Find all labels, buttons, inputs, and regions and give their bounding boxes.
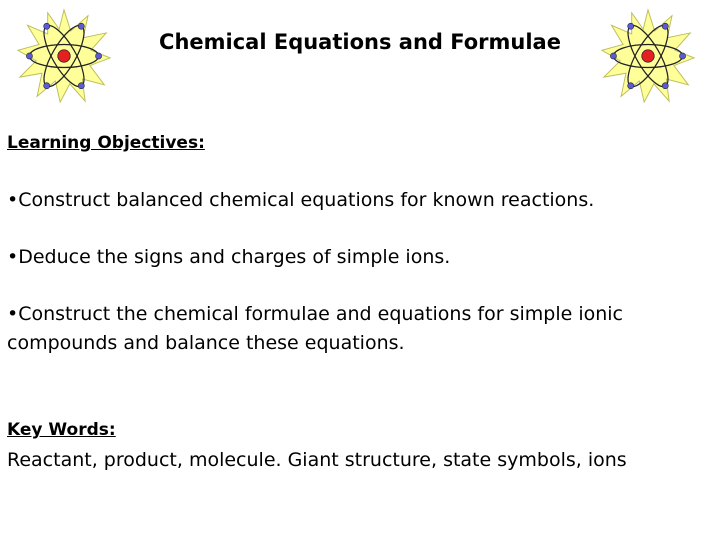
objective-item: •Deduce the signs and charges of simple ions. bbox=[7, 246, 451, 268]
atom-icon bbox=[16, 8, 112, 104]
page-title: Chemical Equations and Formulae bbox=[159, 30, 561, 54]
objective-item: •Construct the chemical formulae and equations for simple ionic compounds and balance these equations. bbox=[7, 303, 624, 354]
nucleus bbox=[58, 50, 70, 62]
objective-item: •Construct balanced chemical equations for known reactions. bbox=[7, 189, 595, 211]
nucleus bbox=[642, 50, 654, 62]
key-words-heading: Key Words: bbox=[7, 420, 116, 440]
key-words-text: Reactant, product, molecule. Giant structure, state symbols, ions bbox=[7, 449, 627, 471]
atom-icon bbox=[600, 8, 696, 104]
learning-objectives-heading: Learning Objectives: bbox=[7, 133, 205, 153]
